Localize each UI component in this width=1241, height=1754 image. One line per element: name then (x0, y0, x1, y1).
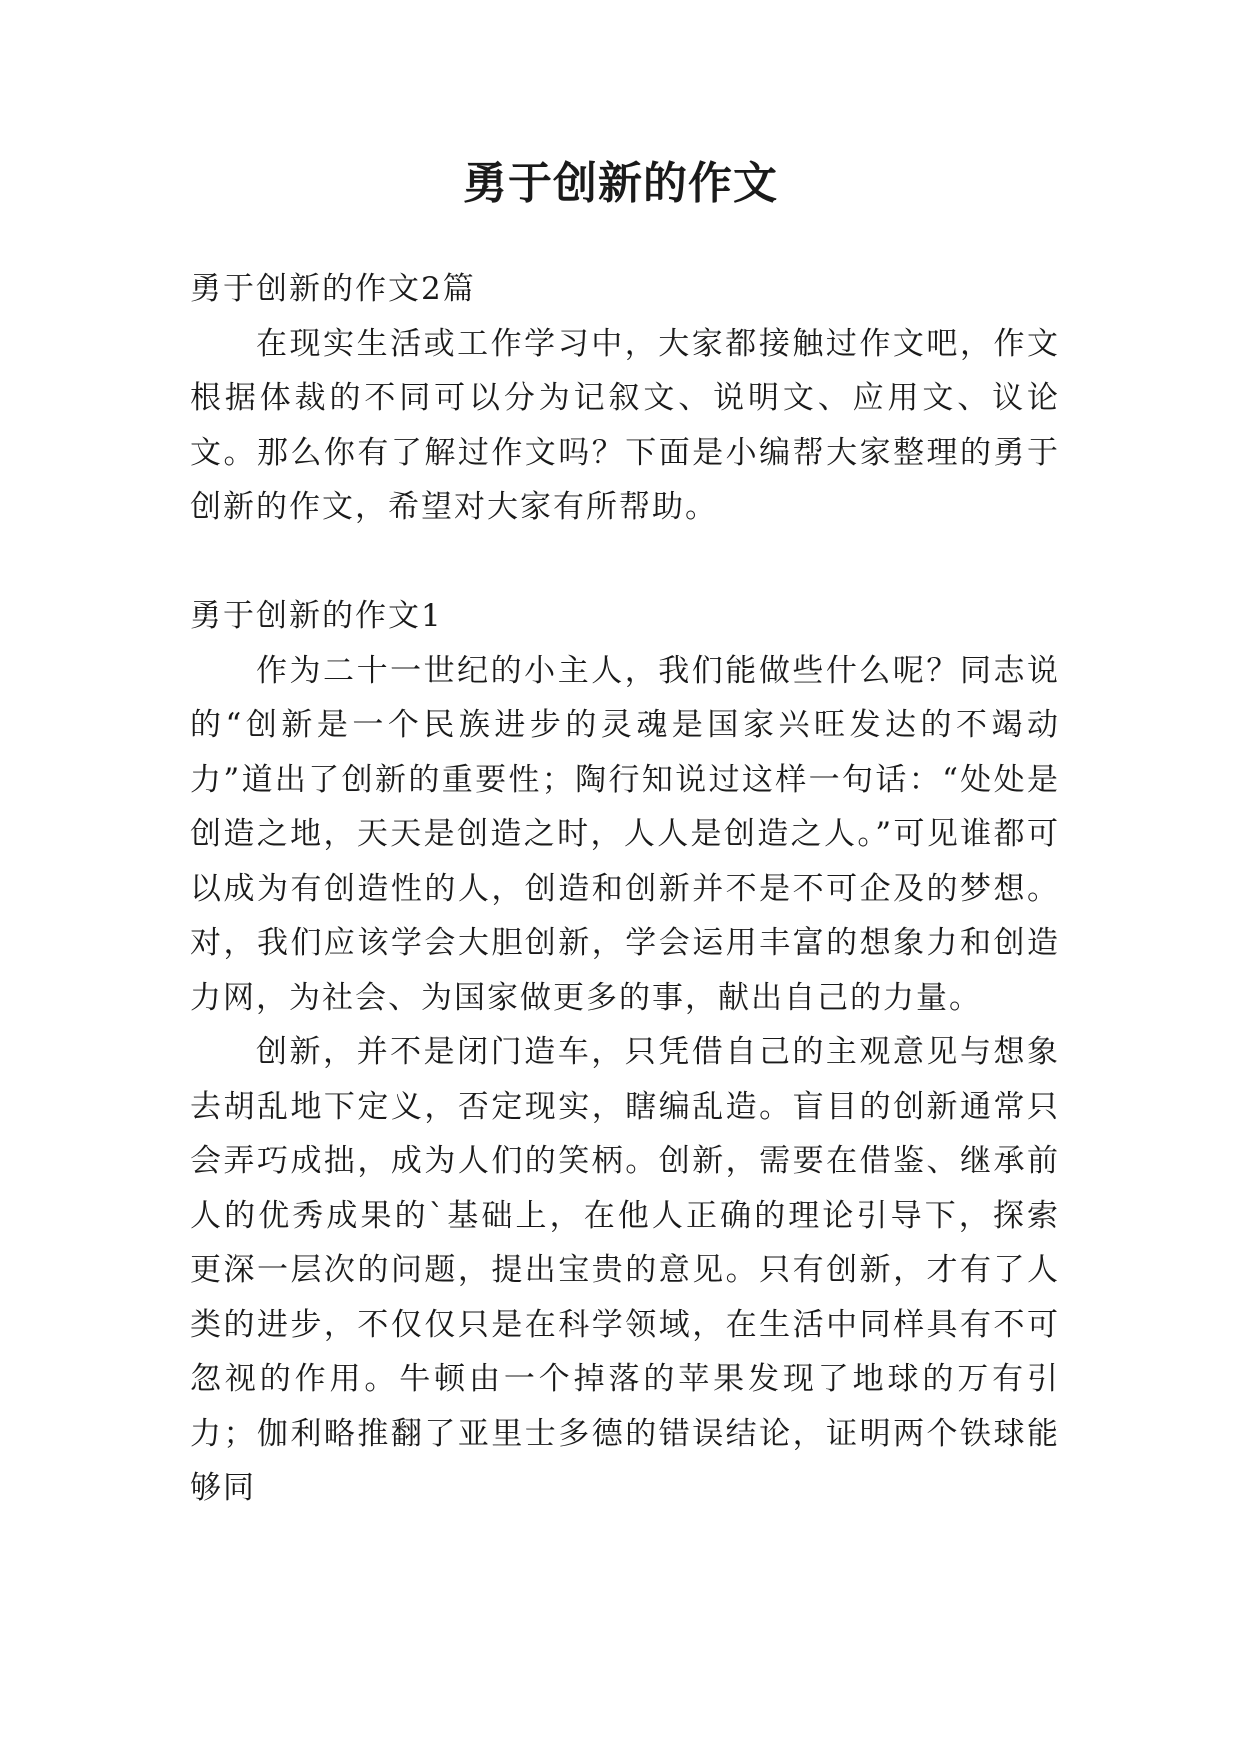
intro-paragraph: 在现实生活或工作学习中，大家都接触过作文吧，作文根据体裁的不同可以分为记叙文、说明文、应用文、议论文。那么你有了解过作文吗？下面是小编帮大家整理的勇于创新的作文，希望对大家有所帮助。 (190, 325, 1060, 525)
document-subtitle: 勇于创新的作文2篇 (190, 271, 476, 307)
document-body (190, 262, 1060, 1516)
document-title: 勇于创新的作文 (463, 158, 778, 209)
section-heading: 勇于创新的作文1 (190, 598, 443, 634)
section-paragraph-1: 作为二十一世纪的小主人，我们能做些什么呢？同志说的“创新是一个民族进步的灵魂是国家兴旺发达的不竭动力”道出了创新的重要性；陶行知说过这样一句话：“处处是创造之地，天天是创造之时，人人是创造之人。”可见谁都可以成为有创造性的人，创造和创新并不是不可企及的梦想。对，我们应该学会大胆创新，学会运用丰富的想象力和创造力网，为社会、为国家做更多的事，献出自己的力量。 (190, 652, 1060, 1016)
section-paragraph-2: 创新，并不是闭门造车，只凭借自己的主观意见与想象去胡乱地下定义，否定现实，瞎编乱造。盲目的创新通常只会弄巧成拙，成为人们的笑柄。创新，需要在借鉴、继承前人的优秀成果的`基础上，在他人正确的理论引导下，探索更深一层次的问题，提出宝贵的意见。只有创新，才有了人类的进步，不仅仅只是在科学领域，在生活中同样具有不可忽视的作用。牛顿由一个掉落的苹果发现了地球的万有引力；伽利略推翻了亚里士多德的错误结论，证明两个铁球能够同 (190, 1034, 1060, 1506)
section-spacer (190, 535, 1060, 590)
